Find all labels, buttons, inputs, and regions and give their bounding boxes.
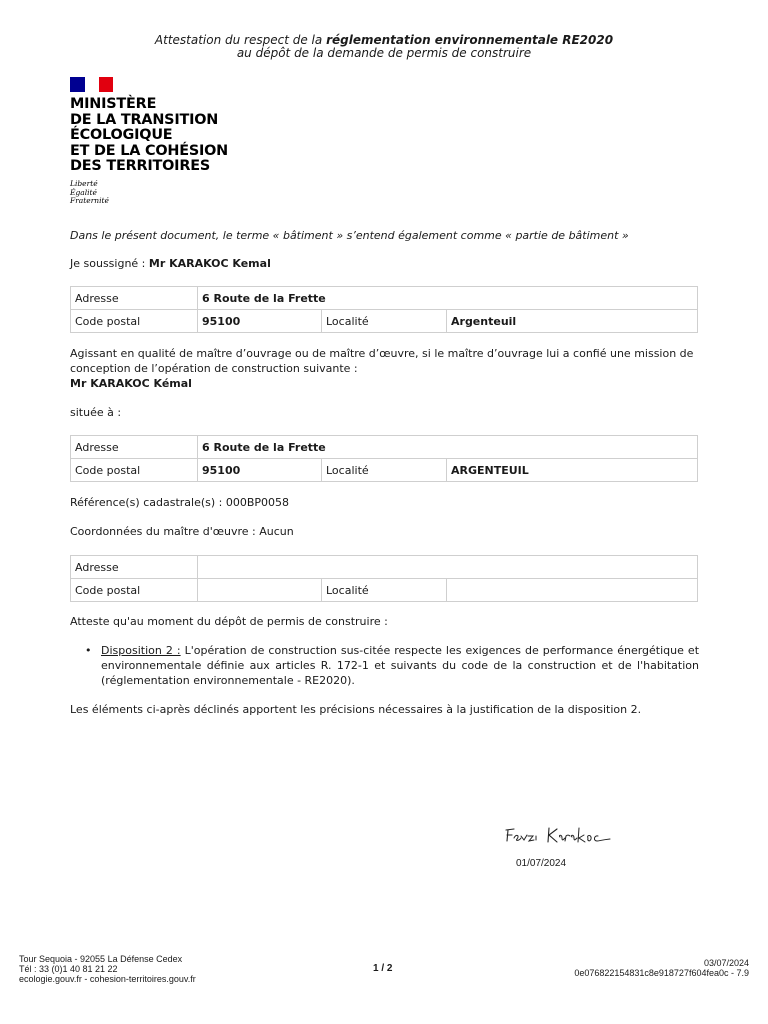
ministry-logo xyxy=(70,77,270,206)
agissant-name: Mr KARAKOC Kémal xyxy=(70,377,192,390)
footer-line: Tél : 33 (0)1 40 81 21 22 xyxy=(19,964,118,974)
locality-label: Localité xyxy=(322,310,447,333)
cadastral-reference: Référence(s) cadastrale(s) : 000BP0058 xyxy=(70,496,290,509)
signature-date: 01/07/2024 xyxy=(516,858,567,869)
flag-white-band xyxy=(85,77,99,92)
flag-blue-band xyxy=(70,77,85,92)
owner-address-table xyxy=(70,286,698,333)
ministry-line: MINISTÈRE xyxy=(70,96,157,112)
table-row xyxy=(71,310,698,333)
signatory-line xyxy=(70,256,271,271)
table-row xyxy=(71,436,698,459)
footer-address xyxy=(19,954,196,984)
moe-address-table xyxy=(70,555,698,602)
header-line-2: au dépôt de la demande de permis de construire xyxy=(236,46,532,60)
postal-code-label: Code postal xyxy=(71,579,198,602)
flag-red-band xyxy=(99,77,114,92)
address-label: Adresse xyxy=(71,436,198,459)
page-number: 1 / 2 xyxy=(373,963,393,974)
disposition-content xyxy=(87,643,699,688)
ministry-line: DES TERRITOIRES xyxy=(70,158,210,175)
address-label: Adresse xyxy=(71,556,198,579)
locality-value xyxy=(447,579,698,602)
moe-coordinates: Coordonnées du maître d'œuvre : Aucun xyxy=(70,525,294,538)
french-flag-icon xyxy=(70,77,113,92)
address-value xyxy=(198,556,698,579)
disposition-label: Disposition 2 : xyxy=(101,644,181,657)
motto-line: Fraternité xyxy=(70,196,109,206)
bullet-icon: • xyxy=(85,644,92,657)
signatory-label: Je soussigné : xyxy=(70,257,149,270)
disposition-text: L'opération de construction sus-citée respecte les exigences de performance énergétique et environnementale définie aux articles R. 172-1 et suivants du code de la construction et de l'habitation (réglementation environnementale - RE2020). xyxy=(101,644,700,687)
handwritten-signature xyxy=(502,822,622,848)
footer-date: 03/07/2024 xyxy=(703,958,749,968)
table-row xyxy=(71,556,698,579)
table-row xyxy=(71,579,698,602)
situee-label: située à : xyxy=(70,406,122,419)
footer-line: ecologie.gouv.fr - cohesion-territoires.gouv.fr xyxy=(19,974,196,984)
motto-line: Liberté xyxy=(70,178,98,188)
signatory-name: Mr KARAKOC Kemal xyxy=(148,257,271,270)
disposition-bullet xyxy=(87,643,699,688)
footer-hash: 0e076822154831c8e918727f604fea0c - 7.9 xyxy=(574,968,749,978)
locality-label: Localité xyxy=(322,579,447,602)
republic-motto xyxy=(70,180,270,206)
locality-value: ARGENTEUIL xyxy=(447,459,698,482)
intro-note: Dans le présent document, le terme « bâtiment » s’entend également comme « partie de bâtiment » xyxy=(70,229,629,242)
footer-line: Tour Sequoia - 92055 La Défense Cedex xyxy=(19,954,183,964)
agissant-paragraph xyxy=(70,346,698,391)
footer-meta xyxy=(574,958,749,978)
postal-code-value xyxy=(198,579,322,602)
postal-code-label: Code postal xyxy=(71,459,198,482)
motto-line: Égalité xyxy=(70,187,97,197)
postal-code-value: 95100 xyxy=(198,459,322,482)
address-value: 6 Route de la Frette xyxy=(198,436,698,459)
ministry-line: DE LA TRANSITION xyxy=(70,111,219,128)
header-line-1: Attestation du respect de la réglementation environnementale RE2020 xyxy=(154,33,614,47)
address-value: 6 Route de la Frette xyxy=(198,287,698,310)
document-header xyxy=(0,34,768,60)
table-row xyxy=(71,287,698,310)
agissant-text: Agissant en qualité de maître d’ouvrage ou de maître d’œuvre, si le maître d’ouvrage lui a confié une mission de conception de l’opération de construction suivante : xyxy=(70,347,694,375)
site-address-table xyxy=(70,435,698,482)
ministry-name xyxy=(70,97,270,175)
ministry-line: ET DE LA COHÉSION xyxy=(70,142,229,159)
postal-code-label: Code postal xyxy=(71,310,198,333)
address-label: Adresse xyxy=(71,287,198,310)
elements-paragraph: Les éléments ci-après déclinés apportent les précisions nécessaires à la justification de la disposition 2. xyxy=(70,703,642,716)
locality-value: Argenteuil xyxy=(447,310,698,333)
postal-code-value: 95100 xyxy=(198,310,322,333)
table-row xyxy=(71,459,698,482)
atteste-line: Atteste qu'au moment du dépôt de permis de construire : xyxy=(70,615,388,628)
locality-label: Localité xyxy=(322,459,447,482)
ministry-line: ÉCOLOGIQUE xyxy=(70,127,173,144)
